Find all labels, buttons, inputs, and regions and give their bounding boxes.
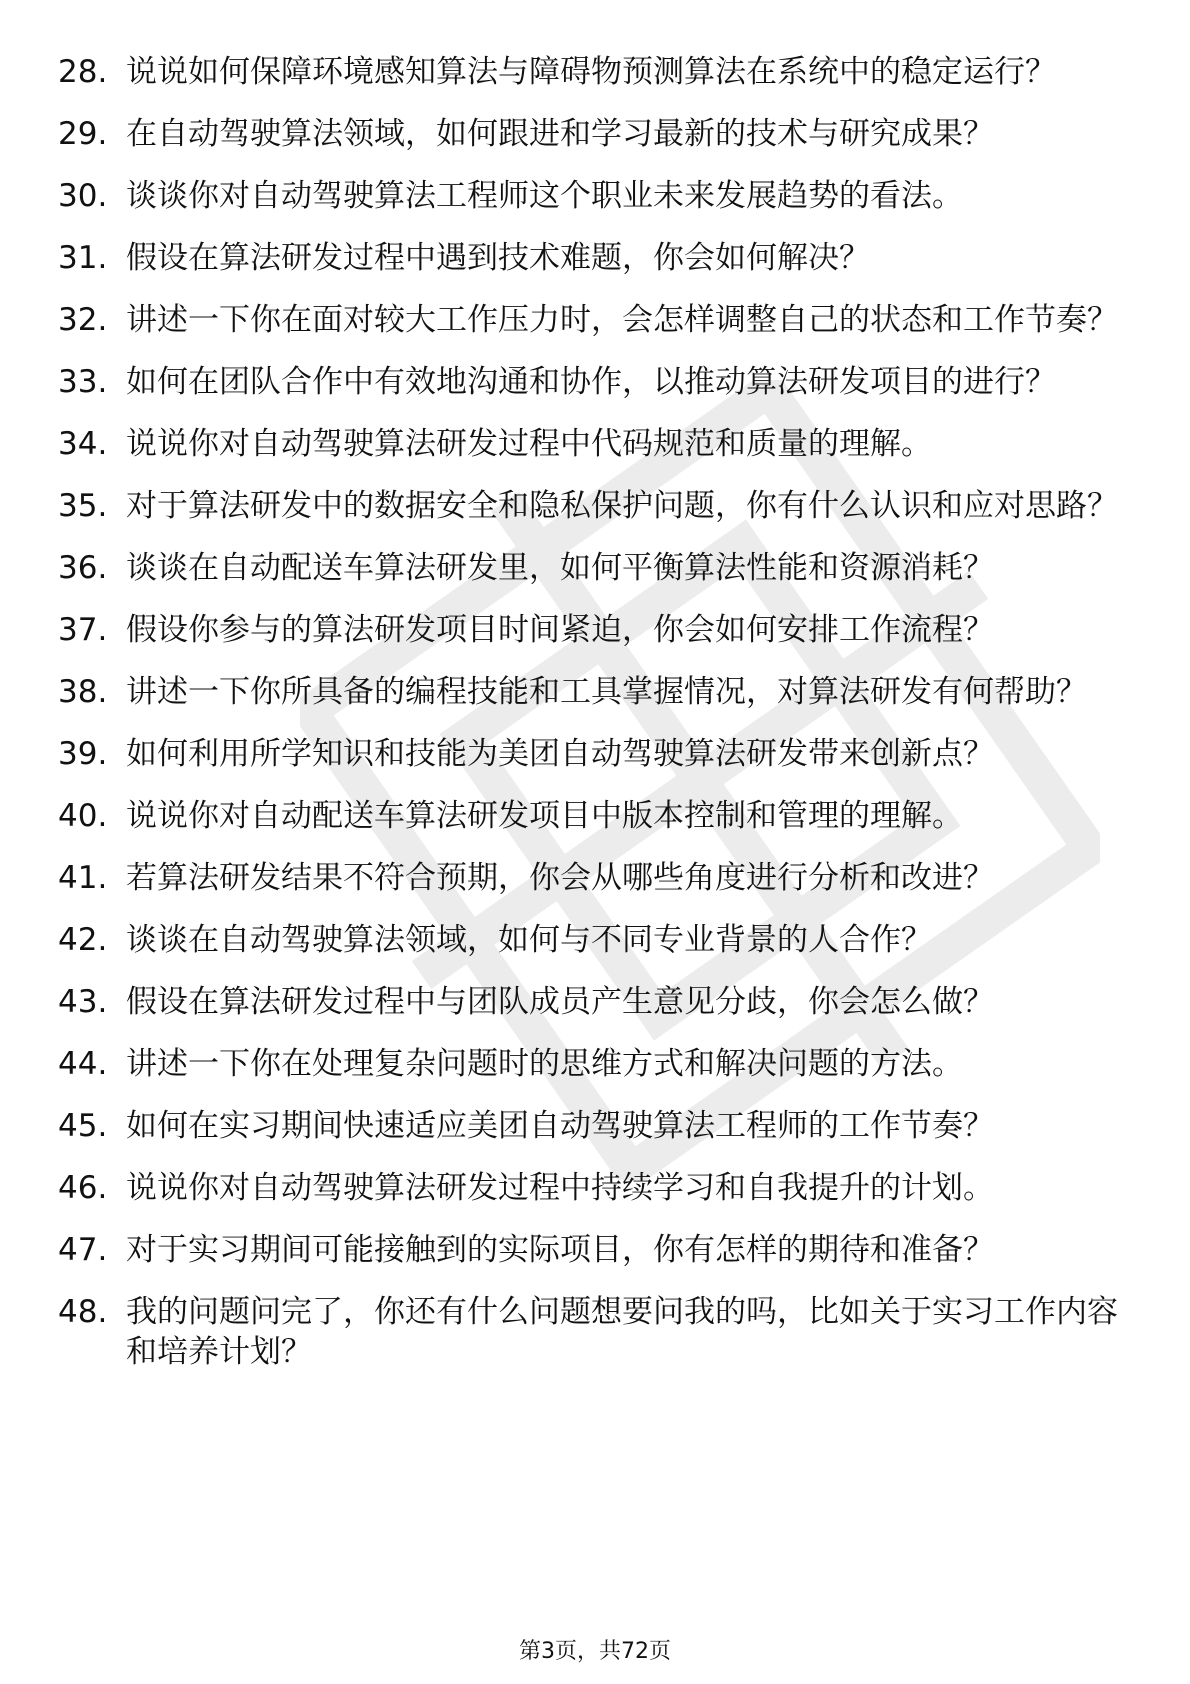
question-number: 44. [58, 1046, 108, 1082]
question-number: 30. [58, 178, 108, 214]
question-item [58, 920, 1133, 960]
question-item [58, 114, 1133, 154]
question-text: 若算法研发结果不符合预期，你会从哪些角度进行分析和改进？ [126, 860, 994, 896]
question-text: 讲述一下你在面对较大工作压力时，会怎样调整自己的状态和工作节奏？ [126, 302, 1118, 338]
question-text: 谈谈在自动驾驶算法领域，如何与不同专业背景的人合作？ [126, 922, 932, 958]
question-number: 31. [58, 240, 108, 276]
question-text: 如何利用所学知识和技能为美团自动驾驶算法研发带来创新点？ [126, 736, 994, 772]
question-text: 说说你对自动驾驶算法研发过程中代码规范和质量的理解。 [126, 426, 932, 462]
question-number: 41. [58, 860, 108, 896]
question-item [58, 238, 1133, 278]
question-item [58, 982, 1133, 1022]
question-number: 47. [58, 1232, 108, 1268]
question-number: 28. [58, 54, 108, 90]
question-item [58, 1230, 1133, 1270]
question-text: 如何在实习期间快速适应美团自动驾驶算法工程师的工作节奏？ [126, 1108, 994, 1144]
question-number: 40. [58, 798, 108, 834]
question-text: 谈谈在自动配送车算法研发里，如何平衡算法性能和资源消耗？ [126, 550, 994, 586]
question-text: 我的问题问完了，你还有什么问题想要问我的吗，比如关于实习工作内容和培养计划？ [126, 1294, 1118, 1370]
question-number: 37. [58, 612, 108, 648]
question-number: 48. [58, 1294, 108, 1330]
question-text: 讲述一下你在处理复杂问题时的思维方式和解决问题的方法。 [126, 1046, 963, 1082]
question-text: 对于实习期间可能接触到的实际项目，你有怎样的期待和准备？ [126, 1232, 994, 1268]
question-item [58, 362, 1133, 402]
question-text: 假设在算法研发过程中与团队成员产生意见分歧，你会怎么做？ [126, 984, 994, 1020]
question-list [58, 52, 1133, 1394]
question-item [58, 1292, 1133, 1372]
question-item [58, 734, 1133, 774]
question-number: 46. [58, 1170, 108, 1206]
question-number: 29. [58, 116, 108, 152]
question-number: 45. [58, 1108, 108, 1144]
question-text: 对于算法研发中的数据安全和隐私保护问题，你有什么认识和应对思路？ [126, 488, 1118, 524]
question-item [58, 1106, 1133, 1146]
question-text: 谈谈你对自动驾驶算法工程师这个职业未来发展趋势的看法。 [126, 178, 963, 214]
question-item [58, 52, 1133, 92]
question-text: 如何在团队合作中有效地沟通和协作，以推动算法研发项目的进行？ [126, 364, 1056, 400]
question-item [58, 610, 1133, 650]
question-item [58, 796, 1133, 836]
question-item [58, 1168, 1133, 1208]
question-item [58, 424, 1133, 464]
question-item [58, 858, 1133, 898]
question-text: 讲述一下你所具备的编程技能和工具掌握情况，对算法研发有何帮助？ [126, 674, 1087, 710]
question-text: 假设你参与的算法研发项目时间紧迫，你会如何安排工作流程？ [126, 612, 994, 648]
question-item [58, 176, 1133, 216]
question-item [58, 548, 1133, 588]
question-item [58, 672, 1133, 712]
question-text: 假设在算法研发过程中遇到技术难题，你会如何解决？ [126, 240, 870, 276]
question-number: 35. [58, 488, 108, 524]
question-text: 说说你对自动驾驶算法研发过程中持续学习和自我提升的计划。 [126, 1170, 994, 1206]
question-text: 说说你对自动配送车算法研发项目中版本控制和管理的理解。 [126, 798, 963, 834]
question-text: 说说如何保障环境感知算法与障碍物预测算法在系统中的稳定运行？ [126, 54, 1056, 90]
page-number: 第3页，共72页 [519, 1639, 671, 1664]
question-number: 43. [58, 984, 108, 1020]
question-number: 32. [58, 302, 108, 338]
question-number: 42. [58, 922, 108, 958]
question-number: 39. [58, 736, 108, 772]
question-item [58, 486, 1133, 526]
question-text: 在自动驾驶算法领域，如何跟进和学习最新的技术与研究成果？ [126, 116, 994, 152]
question-item [58, 1044, 1133, 1084]
question-item [58, 300, 1133, 340]
question-number: 38. [58, 674, 108, 710]
question-number: 34. [58, 426, 108, 462]
question-number: 33. [58, 364, 108, 400]
question-number: 36. [58, 550, 108, 586]
